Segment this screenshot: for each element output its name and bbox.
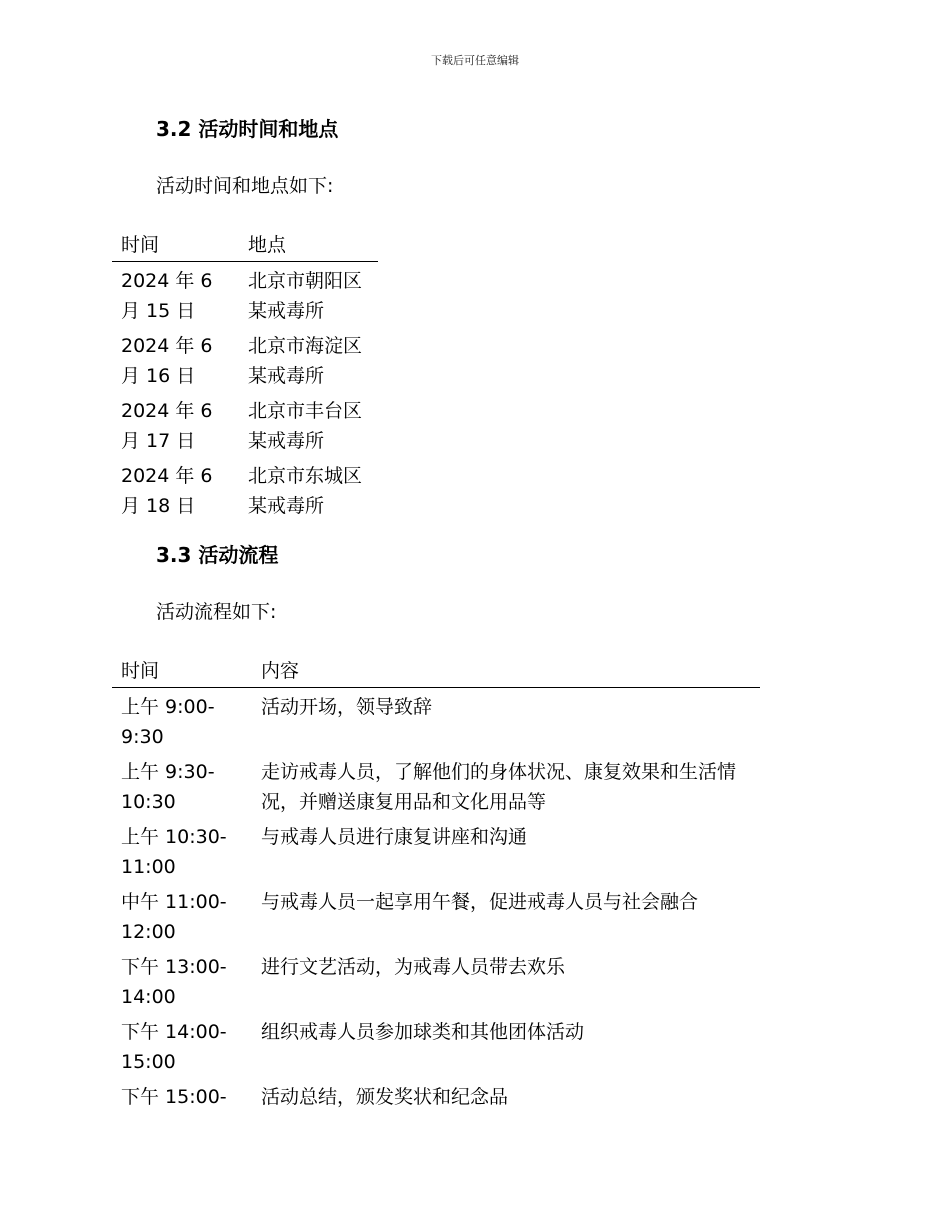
column-header-content: 内容 xyxy=(252,656,760,688)
table-cell-location: 北京市海淀区某戒毒所 xyxy=(248,335,363,387)
column-header-time: 时间 xyxy=(112,656,252,688)
section-intro-3-2: 活动时间和地点如下: xyxy=(156,175,334,197)
table-row xyxy=(112,457,378,522)
table-header-row xyxy=(112,230,378,262)
venue-table xyxy=(112,230,378,522)
section-heading-3-3: 3.3 活动流程 xyxy=(156,543,279,567)
schedule-table xyxy=(112,656,760,1113)
table-cell-time: 下午 15:00- xyxy=(121,1086,227,1108)
table-cell-content: 走访戒毒人员，了解他们的身体状况、康复效果和生活情况，并赠送康复用品和文化用品等 xyxy=(261,761,737,813)
table-cell-location: 北京市朝阳区某戒毒所 xyxy=(248,270,363,322)
table-row xyxy=(112,688,760,754)
table-cell-time: 中午 11:00-12:00 xyxy=(121,891,227,943)
table-cell-time: 上午 10:30-11:00 xyxy=(121,826,227,878)
table-cell-content: 与戒毒人员一起享用午餐，促进戒毒人员与社会融合 xyxy=(261,891,699,913)
table-cell-time: 下午 13:00-14:00 xyxy=(121,956,227,1008)
table-row xyxy=(112,948,760,1013)
column-header-time: 时间 xyxy=(112,230,239,262)
table-cell-time: 下午 14:00-15:00 xyxy=(121,1021,227,1073)
table-cell-time: 2024 年 6 月 17 日 xyxy=(121,400,213,452)
table-row xyxy=(112,1013,760,1078)
table-row xyxy=(112,818,760,883)
section-heading-3-2: 3.2 活动时间和地点 xyxy=(156,117,339,141)
table-cell-content: 组织戒毒人员参加球类和其他团体活动 xyxy=(261,1021,585,1043)
table-row xyxy=(112,392,378,457)
table-cell-content: 进行文艺活动，为戒毒人员带去欢乐 xyxy=(261,956,566,978)
table-cell-content: 与戒毒人员进行康复讲座和沟通 xyxy=(261,826,528,848)
table-row xyxy=(112,753,760,818)
page-header: 下载后可任意编辑 xyxy=(431,54,519,67)
table-cell-location: 北京市东城区某戒毒所 xyxy=(248,465,363,517)
table-cell-content: 活动总结，颁发奖状和纪念品 xyxy=(261,1086,509,1108)
table-cell-time: 2024 年 6 月 16 日 xyxy=(121,335,213,387)
table-cell-time: 2024 年 6 月 15 日 xyxy=(121,270,213,322)
column-header-location: 地点 xyxy=(239,230,378,262)
table-cell-time: 上午 9:00-9:30 xyxy=(121,696,215,748)
table-row xyxy=(112,883,760,948)
table-header-row xyxy=(112,656,760,688)
table-row xyxy=(112,327,378,392)
table-cell-time: 上午 9:30-10:30 xyxy=(121,761,215,813)
section-intro-3-3: 活动流程如下: xyxy=(156,601,277,623)
table-cell-content: 活动开场，领导致辞 xyxy=(261,696,433,718)
table-row xyxy=(112,1078,760,1113)
table-cell-time: 2024 年 6 月 18 日 xyxy=(121,465,213,517)
table-cell-location: 北京市丰台区某戒毒所 xyxy=(248,400,363,452)
table-row xyxy=(112,262,378,328)
